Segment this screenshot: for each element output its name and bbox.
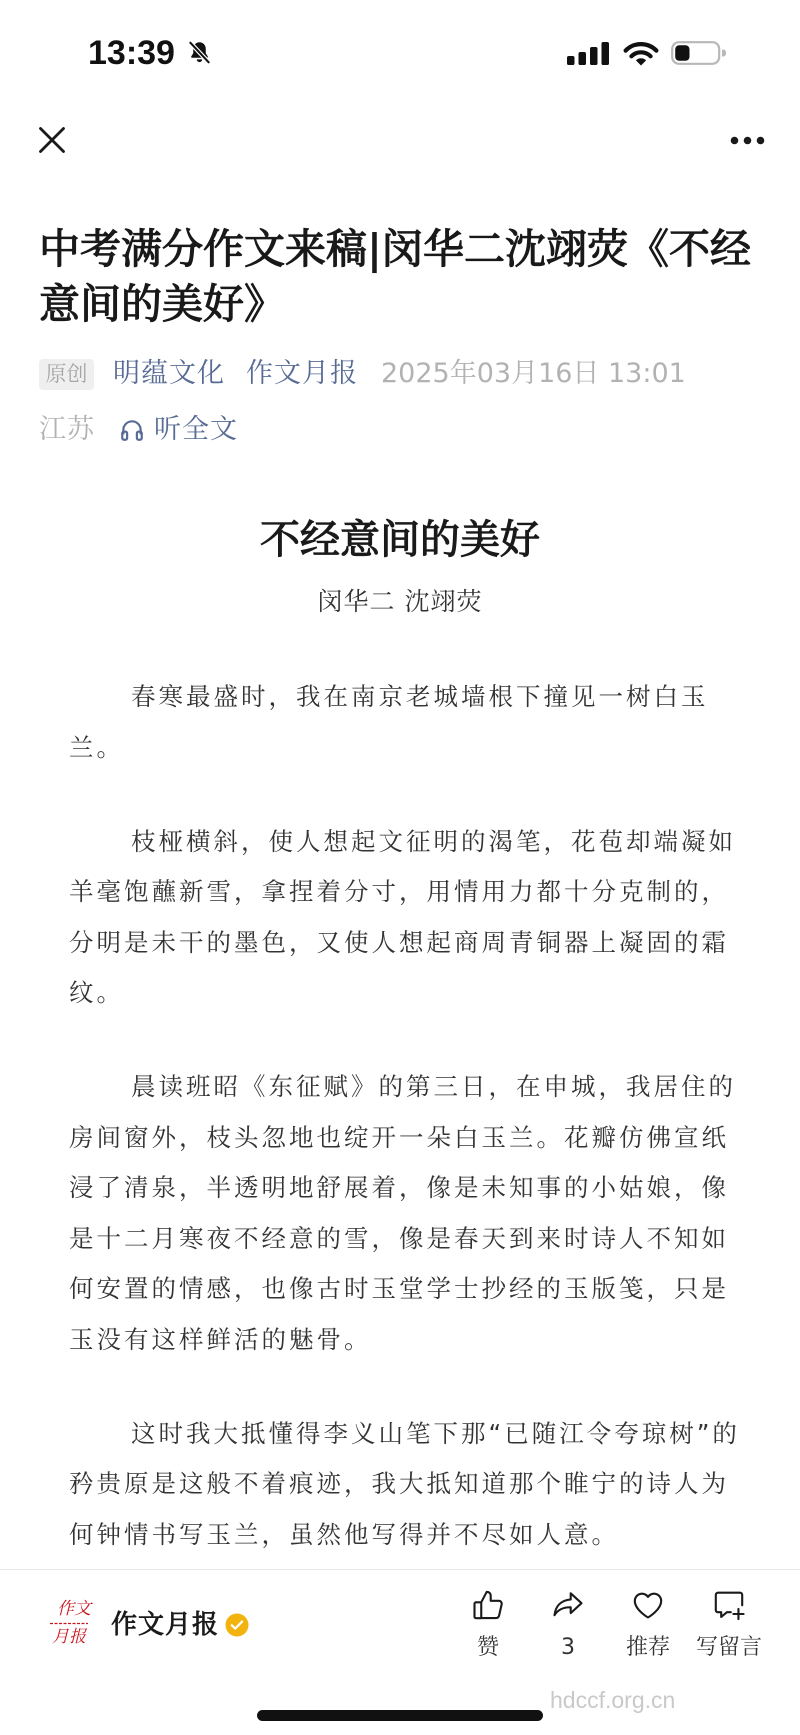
recommend-label: 推荐	[625, 1635, 670, 1660]
wifi-icon	[622, 40, 660, 66]
bell-slash-icon	[187, 40, 212, 65]
paragraph-line: 分明是未干的墨色，又使人想起商周青铜器上凝固的霜	[69, 927, 729, 957]
paragraph-line: 晨读班昭《东征赋》的第三日，在申城，我居住的	[131, 1072, 736, 1101]
cellular-signal-icon	[567, 41, 609, 65]
logo-text-bottom: 月报	[52, 1627, 86, 1647]
paragraph-line: 春寒最盛时，我在南京老城墙根下撞见一树白玉	[131, 682, 709, 711]
recommend-button[interactable]	[608, 1587, 688, 1663]
publish-time: 2025年03月16日 13:01	[381, 358, 686, 389]
verified-badge-icon	[225, 1613, 249, 1637]
article-title: 中考满分作文来稿|闵华二沈翊荧《不经意间的美好》	[39, 225, 751, 328]
paragraph	[69, 1062, 769, 1365]
account-logo[interactable]	[44, 1599, 94, 1655]
article-byline: 闵华二 沈翊荧	[317, 587, 483, 616]
author-link[interactable]: 明蕴文化	[113, 358, 225, 389]
paragraph-line: 房间窗外，枝头忽地也绽开一朵白玉兰。花瓣仿佛宣纸	[69, 1122, 729, 1152]
comment-add-icon	[711, 1587, 747, 1623]
heart-icon	[630, 1587, 666, 1623]
watermark-text: hdccf.org.cn	[550, 1687, 676, 1713]
article-body	[69, 672, 769, 1604]
status-time: 13:39	[88, 34, 175, 72]
paragraph-line: 玉没有这样鲜活的魅骨。	[69, 1324, 372, 1354]
location: 江苏	[39, 414, 95, 445]
home-indicator[interactable]	[257, 1710, 543, 1721]
battery-fill	[675, 45, 689, 61]
close-icon[interactable]	[38, 126, 66, 154]
paragraph	[69, 672, 769, 773]
paragraph-line: 矜贵原是这般不着痕迹，我大抵知道那个睢宁的诗人为	[69, 1469, 729, 1498]
like-button[interactable]	[448, 1587, 528, 1663]
paragraph-line: 何安置的情感，也像古时玉堂学士抄经的玉版笺，只是	[69, 1274, 729, 1303]
account-name[interactable]: 作文月报	[111, 1610, 220, 1640]
paragraph-line: 是十二月寒夜不经意的雪，像是春天到来时诗人不知如	[69, 1223, 729, 1253]
like-label: 赞	[476, 1635, 499, 1660]
paragraph-line: 羊毫饱蘸新雪，拿捏着分寸，用情用力都十分克制的，	[69, 877, 729, 906]
paragraph-line: 这时我大抵懂得李义山笔下那“已随江令夸琼树”的	[131, 1418, 740, 1448]
more-icon[interactable]	[729, 135, 766, 146]
account-name-link[interactable]: 作文月报	[246, 358, 358, 389]
paragraph-line: 兰。	[69, 732, 124, 762]
paragraph-line: 纹。	[69, 978, 124, 1007]
original-badge: 原创	[39, 359, 94, 390]
paragraph-line: 枝桠横斜，使人想起文征明的渴笔，花苞却端凝如	[131, 826, 736, 856]
headphones-icon[interactable]	[119, 417, 145, 443]
logo-text-top: 作文	[57, 1599, 91, 1619]
paragraph	[69, 817, 769, 1019]
share-count: 3	[561, 1635, 575, 1660]
battery-icon	[671, 41, 729, 65]
share-icon	[550, 1587, 586, 1623]
paragraph	[69, 1409, 769, 1561]
article-heading: 不经意间的美好	[260, 517, 540, 563]
paragraph-line: 浸了清泉，半透明地舒展着，像是未知事的小姑娘，像	[69, 1173, 729, 1202]
write-comment-button[interactable]	[689, 1587, 769, 1663]
paragraph-line: 何钟情书写玉兰，虽然他写得并不尽如人意。	[69, 1519, 619, 1549]
listen-full-text-button[interactable]: 听全文	[154, 414, 238, 445]
write-comment-label: 写留言	[695, 1635, 762, 1660]
share-button[interactable]	[528, 1587, 608, 1663]
thumbs-up-icon	[470, 1587, 506, 1623]
